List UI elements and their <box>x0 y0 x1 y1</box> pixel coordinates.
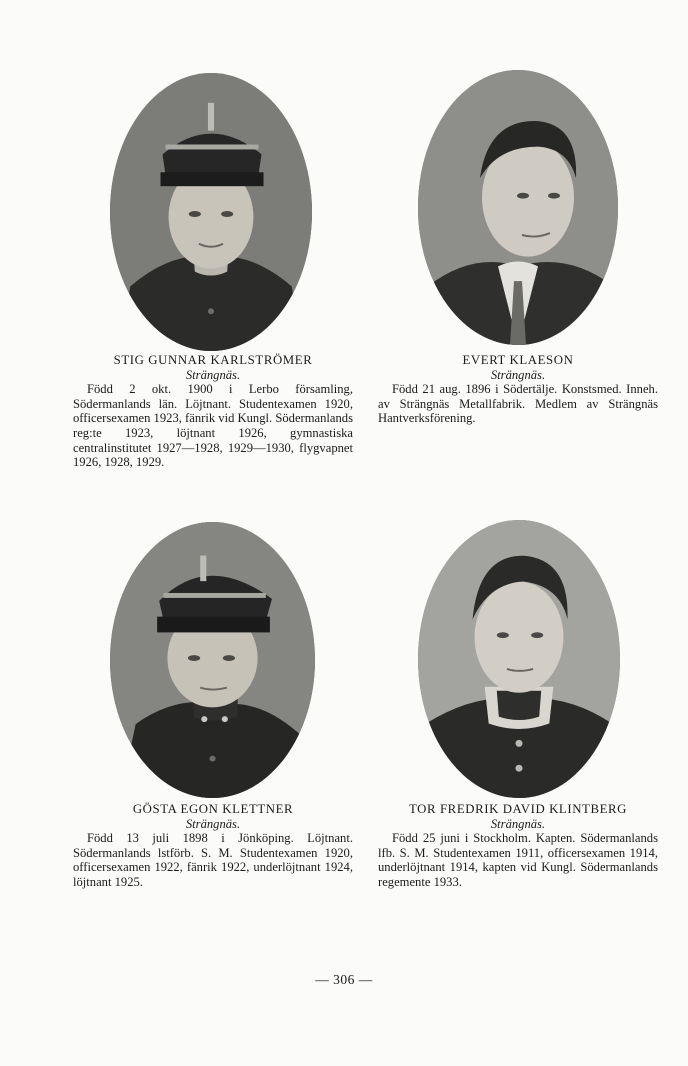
portrait-photo <box>418 70 618 345</box>
person-name: TOR FREDRIK DAVID KLINTBERG <box>409 802 627 816</box>
person-name: STIG GUNNAR KARLSTRÖMER <box>113 353 313 367</box>
page-number: — 306 — <box>315 972 373 987</box>
caption <box>378 802 658 890</box>
caption <box>73 353 353 470</box>
person-bio: Född 21 aug. 1896 i Södertälje. Konstsmed. Inneh. av Strängnäs Metallfabrik. Medlem av Strängnäs Hantverksförening. <box>378 382 658 426</box>
caption <box>378 353 658 426</box>
person-place: Strängnäs. <box>490 816 546 831</box>
person-bio: Född 25 juni i Stockholm. Kapten. Södermanlands lfb. S. M. Studentexamen 1911, officersexamen 1914, underlöjtnant 1914, kapten vid Kungl. Södermanlands regemente 1933. <box>378 831 658 889</box>
portrait-photo <box>110 73 312 351</box>
caption <box>73 802 353 890</box>
portrait-photo <box>418 520 620 798</box>
person-place: Strängnäs. <box>490 367 546 382</box>
person-place: Strängnäs. <box>185 816 241 831</box>
person-name: EVERT KLAESON <box>462 353 574 367</box>
person-bio: Född 13 juli 1898 i Jönköping. Löjtnant. Södermanlands lstförb. S. M. Studentexamen 1920, officersexamen 1922, fänrik 1922, underlöjtnant 1924, löjtnant 1925. <box>73 831 353 889</box>
person-name: GÖSTA EGON KLETTNER <box>132 802 294 816</box>
portrait-photo <box>110 522 315 798</box>
person-place: Strängnäs. <box>185 367 241 382</box>
person-bio: Född 2 okt. 1900 i Lerbo församling, Södermanlands län. Löjtnant. Studentexamen 1920, officersexamen 1923, fänrik vid Kungl. Södermanlands reg:te 1923, löjtnant 1926, gymnastiska centralinstitutet 1927—1928, 1929—1930, flygvapnet 1926, 1928, 1929. <box>73 382 353 470</box>
